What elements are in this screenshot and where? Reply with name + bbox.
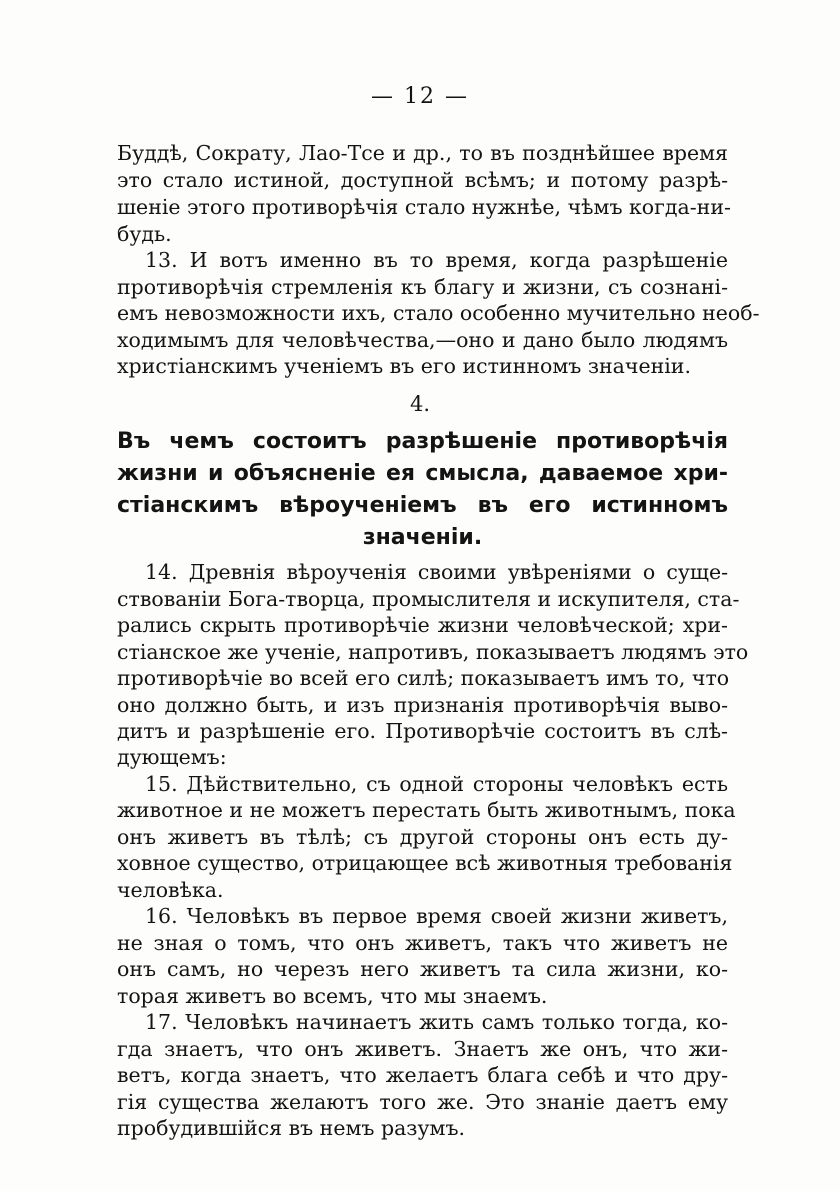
text-line: 16. Человѣкъ въ первое время своей жизни живетъ, (145, 904, 728, 928)
text-line: дующемъ: (117, 745, 227, 769)
text-line: гда знаетъ, что онъ живетъ. Знаетъ же онъ, что жи- (117, 1037, 728, 1061)
text-line: ходимымъ для человѣчества,—оно и дано было людямъ (117, 328, 728, 352)
text-line: христіанскимъ ученіемъ въ его истинномъ значеніи. (117, 354, 691, 378)
text-line: стіанское же ученіе, напротивъ, показываетъ людямъ это (117, 640, 749, 664)
text-line: дитъ и разрѣшеніе его. Противорѣчіе состоитъ въ слѣ- (117, 719, 728, 743)
text-line: емъ невозможности ихъ, стало особенно мучительно необ- (117, 301, 760, 325)
text-line: шеніе этого противорѣчія стало нужнѣе, чѣмъ когда-ни- (117, 195, 731, 219)
text-line: противорѣчія стремленія къ благу и жизни, съ сознані- (117, 275, 728, 299)
text-line: это стало истиной, доступной всѣмъ; и потому разрѣ- (117, 168, 728, 192)
text-line: пробудившійся въ немъ разумъ. (117, 1116, 466, 1140)
text-line: рались скрыть противорѣчіе жизни человѣческой; хри- (117, 613, 728, 637)
text-line: Буддѣ, Сократу, Лао-Тсе и др., то въ позднѣйшее время (117, 141, 728, 165)
text-line: человѣка. (117, 878, 224, 902)
text-line: противорѣчіе во всей его силѣ; показываетъ имъ то, что (117, 666, 730, 690)
text-line: ховное существо, отрицающее всѣ животныя требованія (117, 851, 733, 875)
text-line: онъ самъ, но черезъ него живетъ та сила жизни, ко- (117, 957, 728, 981)
text-line: будь. (117, 222, 172, 246)
text-line: онъ живетъ въ тѣлѣ; съ другой стороны онъ есть ду- (117, 825, 728, 849)
heading-line: значеніи. (362, 525, 483, 550)
text-line: торая живетъ во всемъ, что мы знаемъ. (117, 984, 548, 1008)
heading-line: жизни и объясненіе ея смысла, даваемое хри- (117, 461, 728, 486)
text-line: животное и не можетъ перестать быть животнымъ, пока (117, 798, 736, 822)
text-line: 17. Человѣкъ начинаетъ жить самъ только тогда, ко- (145, 1010, 728, 1034)
text-line: ствованіи Бога-творца, промыслителя и искупителя, ста- (117, 587, 740, 611)
text-line: 15. Дѣйствительно, съ одной стороны человѣкъ есть (145, 772, 728, 796)
page-number: — 12 — (371, 84, 469, 109)
text-line: 14. Древнія вѣроученія своими увѣреніями о суще- (145, 560, 728, 584)
heading-line: Въ чемъ состоитъ разрѣшеніе противорѣчія (117, 429, 728, 454)
text-line: ветъ, когда знаетъ, что желаетъ блага себѣ и что дру- (117, 1063, 728, 1087)
text-line: оно должно быть, и изъ признанія противорѣчія выво- (117, 693, 728, 717)
text-line: 13. И вотъ именно въ то время, когда разрѣшеніе (145, 248, 728, 272)
section-number: 4. (409, 392, 431, 416)
text-line: не зная о томъ, что онъ живетъ, такъ что живетъ не (117, 931, 728, 955)
text-line: гія существа желаютъ того же. Это знаніе даетъ ему (117, 1090, 728, 1114)
heading-line: стіанскимъ вѣроученіемъ въ его истинномъ (117, 493, 728, 518)
